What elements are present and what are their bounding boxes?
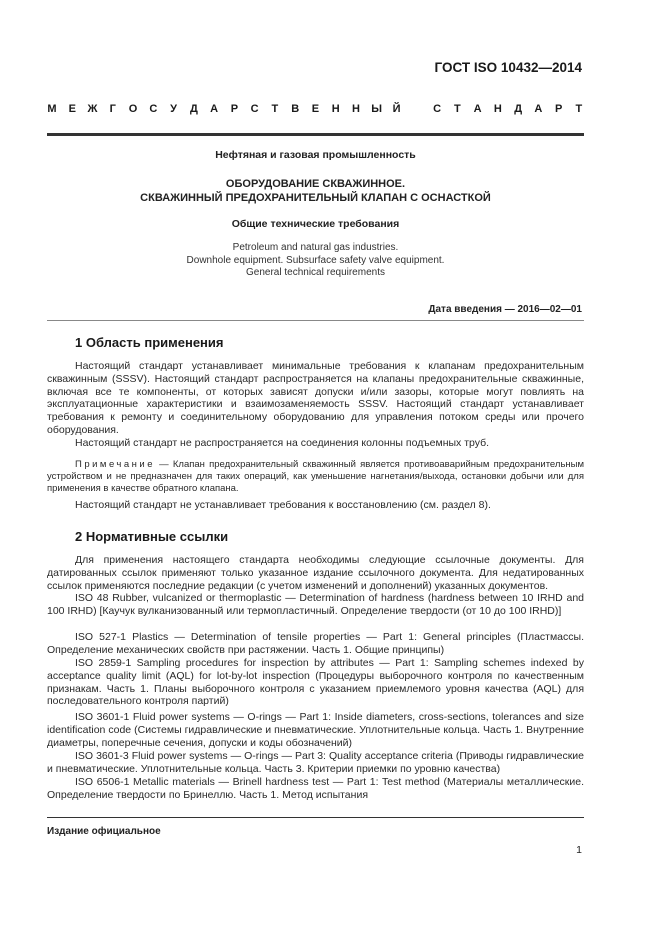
standard-series-label: [47, 103, 584, 115]
reference-item: ISO 3601-3 Fluid power systems — O-rings — Part 3: Quality acceptance criteria (Приводы гидравлические и пневматические. Уплотнительные кольца. Часть 3. Критерии приемки по уровню качества): [47, 750, 584, 775]
reference-item: ISO 3601-1 Fluid power systems — O-rings — Part 1: Inside diameters, cross-sections, tolerances and size identification code (Системы гидравлические и пневматические. Уплотнительные кольца. Часть 1. Внутренние диаметры, поперечные сечения, допуски и коды обозначений): [47, 711, 584, 749]
section-1-paragraph-1: Настоящий стандарт устанавливает минимальные требования к клапанам предохранительным скважинным (SSSV). Настоящий стандарт распространяется на клапаны предохранительные скважинные, включая все те компоненты, от которых зависят допуски и/или зазоры, которые могут повлиять на эксплуатационные характеристики и взаимозаменяемость SSSV. Настоящий стандарт устанавливает требования к ремонту и соединительному оборудованию для управления потоком среды или прочего оборудования.: [47, 360, 584, 436]
main-title: [47, 178, 584, 205]
reference-item: ISO 527-1 Plastics — Determination of tensile properties — Part 1: General principles (Пластмассы. Определение механических свойств при растяжении. Часть 1. Общие принципы): [47, 631, 584, 656]
subtitle: Общие технические требования: [231, 218, 400, 230]
series-letter: В: [291, 103, 300, 115]
series-letter: Т: [453, 103, 461, 115]
main-title-line-1: ОБОРУДОВАНИЕ СКВАЖИННОЕ.: [225, 178, 406, 190]
series-letter: Н: [352, 103, 360, 115]
series-letter: Е: [68, 103, 76, 115]
series-letter: [412, 103, 422, 115]
reference-item: ISO 2859-1 Sampling procedures for inspection by attributes — Part 1: Sampling schemes indexed by acceptance quality limit (AQL) for lot-by-lot inspection (Процедуры выборочного контроля по качественным признакам. Часть 1. Планы выборочного контроля с указанием приемлемого уровня качества (AQL) для последовательного контроля партий): [47, 657, 584, 708]
series-letter: А: [210, 103, 219, 115]
series-letter: Е: [311, 103, 320, 115]
section-1-paragraph-2: Настоящий стандарт не распространяется на соединения колонны подъемных труб.: [75, 437, 490, 449]
series-letter: Й: [392, 103, 401, 115]
series-letter: Д: [514, 103, 523, 115]
series-letter: Р: [230, 103, 239, 115]
series-letter: Ж: [87, 103, 98, 115]
page-number: 1: [576, 844, 582, 856]
series-letter: С: [250, 103, 259, 115]
introduction-date: Дата введения — 2016—02—01: [428, 304, 582, 315]
section-1-paragraph-3: Настоящий стандарт не устанавливает требования к восстановлению (см. раздел 8).: [75, 499, 491, 511]
series-letter: Д: [189, 103, 198, 115]
header-rule: [47, 133, 584, 136]
reference-item: ISO 6506-1 Metallic materials — Brinell hardness test — Part 1: Test method (Материалы металлические. Определение твердости по Бринеллю. Часть 1. Метод испытания: [47, 776, 584, 801]
series-letter: Т: [271, 103, 279, 115]
section-1-note: [47, 459, 584, 495]
series-letter: Ы: [371, 103, 383, 115]
document-number: ГОСТ ISO 10432—2014: [434, 60, 582, 75]
section-2-paragraph-1: Для применения настоящего стандарта необходимы следующие ссылочные документы. Для датированных ссылок применяют только указанное издание ссылочного документа. Для недатированных ссылок применяются последние редакции (с учетом изменений и дополнений) указанных документов.: [47, 554, 584, 592]
note-label: Примечание: [75, 459, 155, 470]
series-letter: Г: [109, 103, 116, 115]
section-1-heading: 1 Область применения: [75, 335, 224, 350]
series-letter: М: [47, 103, 57, 115]
note-text: — Клапан предохранительный скважинный является противоаварийным предохранительным устройством и не предназначен для таких операций, как уменьшение нагнетания/выхода, остановки добычи или для применения в качестве обратного клапана.: [47, 459, 584, 494]
series-letter: С: [149, 103, 158, 115]
section-2-heading: 2 Нормативные ссылки: [75, 529, 229, 544]
series-letter: Т: [575, 103, 583, 115]
series-letter: А: [473, 103, 482, 115]
english-title: [47, 242, 584, 280]
date-rule: [47, 320, 584, 321]
english-title-line-2: Downhole equipment. Subsurface safety valve equipment.: [186, 254, 445, 266]
footer-rule: [47, 817, 584, 818]
series-letter: С: [433, 103, 442, 115]
series-letter: А: [534, 103, 543, 115]
series-letter: Н: [493, 103, 502, 115]
edition-label: Издание официальное: [47, 826, 161, 837]
series-letter: Н: [331, 103, 340, 115]
series-letter: О: [128, 103, 138, 115]
series-letter: Р: [554, 103, 563, 115]
series-letter: У: [170, 103, 178, 115]
english-title-line-1: Petroleum and natural gas industries.: [232, 242, 399, 253]
industry-title: Нефтяная и газовая промышленность: [215, 149, 416, 161]
main-title-line-2: СКВАЖИННЫЙ ПРЕДОХРАНИТЕЛЬНЫЙ КЛАПАН С ОСНАСТКОЙ: [140, 191, 491, 204]
english-title-line-3: General technical requirements: [246, 267, 385, 278]
reference-item: ISO 48 Rubber, vulcanized or thermoplastic — Determination of hardness (hardness between 10 IRHD and 100 IRHD) [Каучук вулканизованный или термопластичный. Определение твердости (от 10 до 100 IRHD)]: [47, 592, 584, 617]
